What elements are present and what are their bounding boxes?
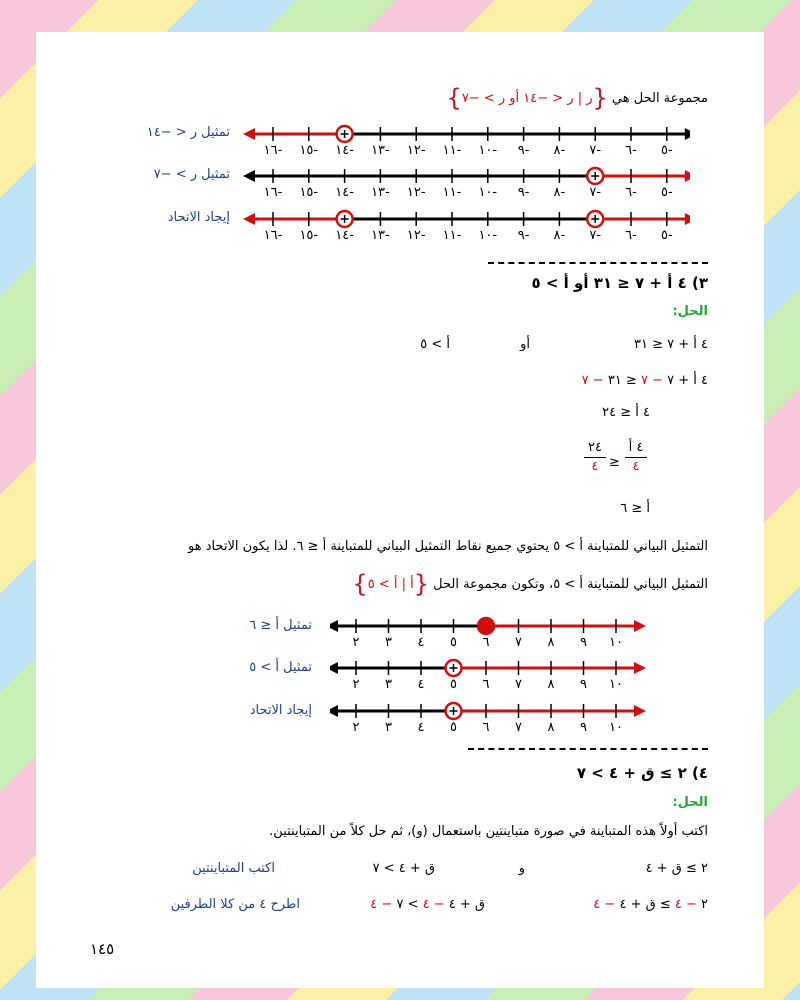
problem3-solution-label: الحل: bbox=[672, 304, 708, 319]
brace-open: { bbox=[592, 84, 608, 112]
nl1-c-tick-label: ٨- bbox=[553, 228, 566, 243]
line1-label-3: إيجاد الاتحاد bbox=[167, 210, 230, 225]
line2-label-2: تمثيل أ > ٥ bbox=[249, 660, 312, 675]
nl1-a-tick-label: ١٠- bbox=[478, 143, 498, 158]
frac-right-num: ٢٤ bbox=[588, 440, 602, 455]
frac-left-den: ٤ bbox=[632, 459, 640, 474]
nl1-a-tick-label: ٩- bbox=[517, 143, 530, 158]
nl1-b-tick-label: ١١- bbox=[442, 185, 462, 200]
nl2-c-tick-label: ٢ bbox=[352, 720, 360, 735]
nl2-c-arrow-left bbox=[330, 705, 338, 717]
frac-right-den: ٤ bbox=[591, 459, 599, 474]
step4-2-r-c: > ٧ bbox=[396, 897, 419, 912]
step4-1-left: ٢ ≥ ق + ٤ bbox=[645, 861, 708, 876]
nl2-a-arrow-left bbox=[330, 620, 338, 632]
paragraph-line-2-text: التمثيل البياني للمتباينة أ > ٥، وتكون مجموعة الحل bbox=[433, 577, 708, 592]
problem3-statement: ٤ أ + ٧ ≤ ٣١ أو أ > ٥ bbox=[531, 274, 687, 292]
nl1-a-tick-label: ١٥- bbox=[299, 143, 319, 158]
problem4-number: ٤) bbox=[691, 764, 708, 782]
divider-1 bbox=[488, 262, 708, 264]
nl1-a-tick-label: ٦- bbox=[625, 143, 637, 158]
nl2-a-tick-label: ٦ bbox=[482, 635, 490, 650]
line1-label-2: تمثيل ر > −٧ bbox=[153, 167, 230, 182]
step3-1-or: أو bbox=[520, 337, 530, 352]
nl1-b-tick-label: ١٠- bbox=[478, 185, 498, 200]
nl1-c-tick-label: ١٤- bbox=[335, 228, 354, 243]
nl2-a-arrow-right bbox=[634, 620, 646, 632]
nl2-c-tick-label: ٩ bbox=[580, 720, 587, 735]
nl1-c-tick-label: ١١- bbox=[442, 228, 462, 243]
nl1-a-tick-label: ١٦- bbox=[263, 143, 283, 158]
nl1-b-tick-label: ١٤- bbox=[335, 185, 354, 200]
step3-2-b: − ٧ bbox=[640, 373, 663, 388]
brace-close: } bbox=[446, 84, 462, 112]
divider-2 bbox=[468, 748, 708, 750]
step4-2-l-b: − ٤ bbox=[674, 897, 697, 912]
nl2-c-tick-label: ٤ bbox=[417, 720, 425, 735]
nl1-c-tick-label: ٧- bbox=[589, 228, 602, 243]
nl1-a-tick-label: ٥- bbox=[660, 143, 673, 158]
paragraph-line-1: التمثيل البياني للمتباينة أ > ٥ يحتوي جميع نقاط التمثيل البياني للمتباينة أ ≤ ٦. لذا يكون الاتحاد هو bbox=[188, 539, 708, 554]
nl1-c-tick-label: ١٢- bbox=[406, 228, 426, 243]
nl1-b-arrow-left bbox=[243, 170, 255, 182]
nl1-a-tick-label: ٨- bbox=[553, 143, 566, 158]
nl1-b-tick-label: ١٢- bbox=[406, 185, 426, 200]
nl2-a-tick-label: ٣ bbox=[385, 635, 392, 650]
solution-set-line bbox=[447, 86, 708, 110]
nl1-b-tick-label: ١٣- bbox=[371, 185, 390, 200]
nl1-c-tick-label: ٥- bbox=[660, 228, 673, 243]
frac-left-num: ٤ أ bbox=[628, 440, 644, 455]
number-lines-2 bbox=[330, 612, 660, 737]
nl2-b-tick-label: ٥ bbox=[450, 677, 457, 692]
step3-2-d: − ٧ bbox=[581, 373, 604, 388]
nl2-a-tick-label: ٥ bbox=[450, 635, 457, 650]
nl2-c-tick-label: ٨ bbox=[547, 720, 555, 735]
solution-set: ر | ر < −١٤ أو ر > −٧ bbox=[461, 91, 593, 106]
nl2-a-tick-label: ٩ bbox=[580, 635, 587, 650]
step4-2-r-b: − ٤ bbox=[422, 897, 445, 912]
fraction-right bbox=[584, 440, 606, 475]
step3-1-left: ٤ أ + ٧ ≤ ٣١ bbox=[633, 337, 708, 352]
nl2-a-tick-label: ٤ bbox=[417, 635, 425, 650]
nl1-b-tick-label: ٦- bbox=[625, 185, 637, 200]
nl2-b-tick-label: ٦ bbox=[482, 677, 490, 692]
nl2-c-tick-label: ٦ bbox=[482, 720, 490, 735]
nl2-b-tick-label: ١٠ bbox=[609, 677, 623, 692]
fraction-left bbox=[625, 440, 647, 475]
nl1-b-tick-label: ٥- bbox=[660, 185, 673, 200]
step4-2-right bbox=[370, 896, 485, 914]
nl2-c-tick-label: ٧ bbox=[515, 720, 522, 735]
line1-label-1: تمثيل ر < −١٤ bbox=[146, 125, 230, 140]
nl2-a-tick-label: ٨ bbox=[547, 635, 555, 650]
nl1-c-tick-label: ١٥- bbox=[299, 228, 319, 243]
line2-label-1: تمثيل أ ≤ ٦ bbox=[249, 618, 312, 633]
nl1-a-arrow-right bbox=[685, 128, 690, 140]
step3-2-a: ٤ أ + ٧ bbox=[667, 373, 708, 388]
paragraph-set: أ | أ > ٥ bbox=[367, 577, 414, 592]
nl1-c-arrow-left bbox=[243, 213, 255, 225]
step4-2-l-d: − ٤ bbox=[593, 897, 616, 912]
step4-2-r-d: − ٤ bbox=[370, 897, 393, 912]
nl2-c-tick-label: ٥ bbox=[450, 720, 457, 735]
nl1-a-tick-label: ٧- bbox=[589, 143, 602, 158]
nl2-a-tick-label: ٧ bbox=[515, 635, 522, 650]
problem4-header bbox=[577, 764, 708, 782]
brace-open-2: { bbox=[413, 570, 429, 598]
step4-2-note: اطرح ٤ من كلا الطرفين bbox=[170, 897, 300, 912]
nl2-b-tick-label: ٣ bbox=[385, 677, 392, 692]
paragraph-line-2 bbox=[352, 572, 708, 596]
nl1-c-tick-label: ١٣- bbox=[371, 228, 390, 243]
problem4-solution-label: الحل: bbox=[672, 795, 708, 810]
nl2-a-tick-label: ١٠ bbox=[609, 635, 623, 650]
step4-2-r-a: ق + ٤ bbox=[448, 897, 485, 912]
step4-2-l-c: ≥ ق + ٤ bbox=[619, 897, 671, 912]
page-number: ١٤٥ bbox=[90, 940, 115, 958]
nl1-c-tick-label: ١٦- bbox=[263, 228, 283, 243]
nl1-a-tick-label: ١١- bbox=[442, 143, 462, 158]
nl2-b-tick-label: ٢ bbox=[352, 677, 360, 692]
brace-close-2: } bbox=[352, 570, 368, 598]
nl1-c-tick-label: ١٠- bbox=[478, 228, 498, 243]
nl2-a-tick-label: ٢ bbox=[352, 635, 360, 650]
step4-1-note: اكتب المتباينتين bbox=[192, 861, 275, 876]
nl1-b-tick-label: ١٦- bbox=[263, 185, 283, 200]
nl2-c-tick-label: ٣ bbox=[385, 720, 392, 735]
nl1-c-arrow-right bbox=[685, 213, 690, 225]
fraction-rel: ≤ bbox=[609, 455, 620, 470]
step4-1-right: ق + ٤ > ٧ bbox=[372, 861, 435, 876]
nl1-b-tick-label: ٨- bbox=[553, 185, 566, 200]
nl1-b-tick-label: ٧- bbox=[589, 185, 602, 200]
nl1-a-tick-label: ١٣- bbox=[371, 143, 390, 158]
nl1-c-tick-label: ٩- bbox=[517, 228, 530, 243]
nl2-c-tick-label: ١٠ bbox=[609, 720, 623, 735]
nl2-b-tick-label: ٨ bbox=[547, 677, 555, 692]
line2-label-3: إيجاد الاتحاد bbox=[249, 703, 312, 718]
nl2-b-tick-label: ٧ bbox=[515, 677, 522, 692]
step3-2-c: ≤ ٣١ bbox=[607, 373, 637, 388]
problem4-instruction: اكتب أولاً هذه المتباينة في صورة متباينتين باستعمال (و)، ثم حل كلاً من المتباينتين. bbox=[269, 824, 708, 839]
nl1-a-tick-label: ١٤- bbox=[335, 143, 354, 158]
nl1-b-tick-label: ١٥- bbox=[299, 185, 319, 200]
number-lines-1 bbox=[240, 120, 690, 245]
nl1-c-tick-label: ٦- bbox=[625, 228, 637, 243]
problem3-header bbox=[531, 274, 708, 292]
step3-1-right: أ > ٥ bbox=[420, 337, 450, 352]
nl1-a-tick-label: ١٢- bbox=[406, 143, 426, 158]
nl2-b-arrow-left bbox=[330, 662, 338, 674]
nl2-b-arrow-right bbox=[634, 662, 646, 674]
step3-2 bbox=[582, 372, 708, 390]
nl2-a-endpoint bbox=[478, 618, 494, 634]
problem3-number: ٣) bbox=[691, 274, 708, 292]
step3-3: ٤ أ ≤ ٢٤ bbox=[602, 405, 650, 420]
step4-1-and: و bbox=[518, 861, 525, 876]
step4-2-left bbox=[593, 896, 708, 914]
solution-set-label: مجموعة الحل هي bbox=[611, 91, 708, 106]
nl2-b-tick-label: ٤ bbox=[417, 677, 425, 692]
nl1-b-arrow-right bbox=[685, 170, 690, 182]
step3-5: أ ≤ ٦ bbox=[620, 501, 650, 516]
nl2-b-tick-label: ٩ bbox=[580, 677, 587, 692]
nl2-c-arrow-right bbox=[634, 705, 646, 717]
step4-2-l-a: ٢ bbox=[701, 897, 708, 912]
nl1-a-arrow-left bbox=[243, 128, 255, 140]
problem4-statement: ٢ ≥ ق + ٤ > ٧ bbox=[576, 764, 687, 782]
nl1-b-tick-label: ٩- bbox=[517, 185, 530, 200]
